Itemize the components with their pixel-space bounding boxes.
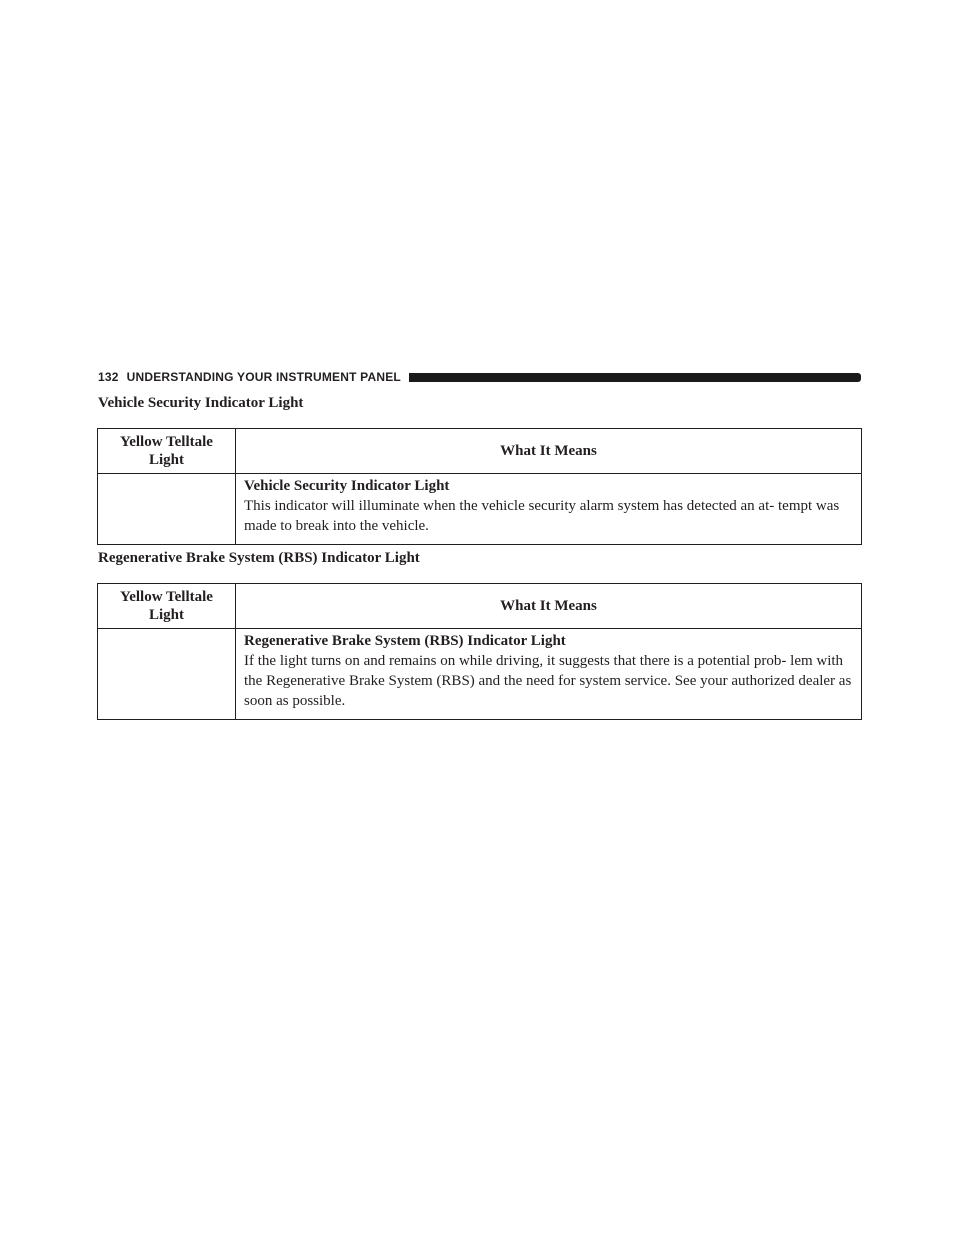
header-what-it-means: What It Means <box>236 429 862 474</box>
entry-title: Regenerative Brake System (RBS) Indicator Light <box>244 633 566 649</box>
telltale-cell <box>98 629 236 720</box>
entry-description: If the light turns on and remains on while driving, it suggests that there is a potential prob- lem with the Regenerative Brake System (RBS) and the need for system service. See your authorized dealer as soon as possible. <box>244 653 852 709</box>
meaning-cell <box>236 629 862 720</box>
page-number: 132 <box>98 370 119 384</box>
table-header-row <box>98 584 862 629</box>
telltale-cell <box>98 474 236 545</box>
header-what-it-means: What It Means <box>236 584 862 629</box>
rbs-table <box>97 583 862 720</box>
header-rule <box>409 373 861 382</box>
vehicle-security-table <box>97 428 862 545</box>
entry-title: Vehicle Security Indicator Light <box>244 478 450 494</box>
meaning-cell <box>236 474 862 545</box>
header-yellow-telltale-light: Yellow Telltale Light <box>98 429 236 474</box>
table-header-row <box>98 429 862 474</box>
section-heading-rbs: Regenerative Brake System (RBS) Indicator Light <box>98 550 420 566</box>
entry-description: This indicator will illuminate when the vehicle security alarm system has detected an at- tempt was made to break into the vehicle. <box>244 498 840 534</box>
page-header <box>98 369 861 385</box>
chapter-title: UNDERSTANDING YOUR INSTRUMENT PANEL <box>126 370 401 384</box>
header-yellow-telltale-light: Yellow Telltale Light <box>98 584 236 629</box>
table-row <box>98 629 862 720</box>
table-row <box>98 474 862 545</box>
section-heading-vehicle-security: Vehicle Security Indicator Light <box>98 395 304 411</box>
